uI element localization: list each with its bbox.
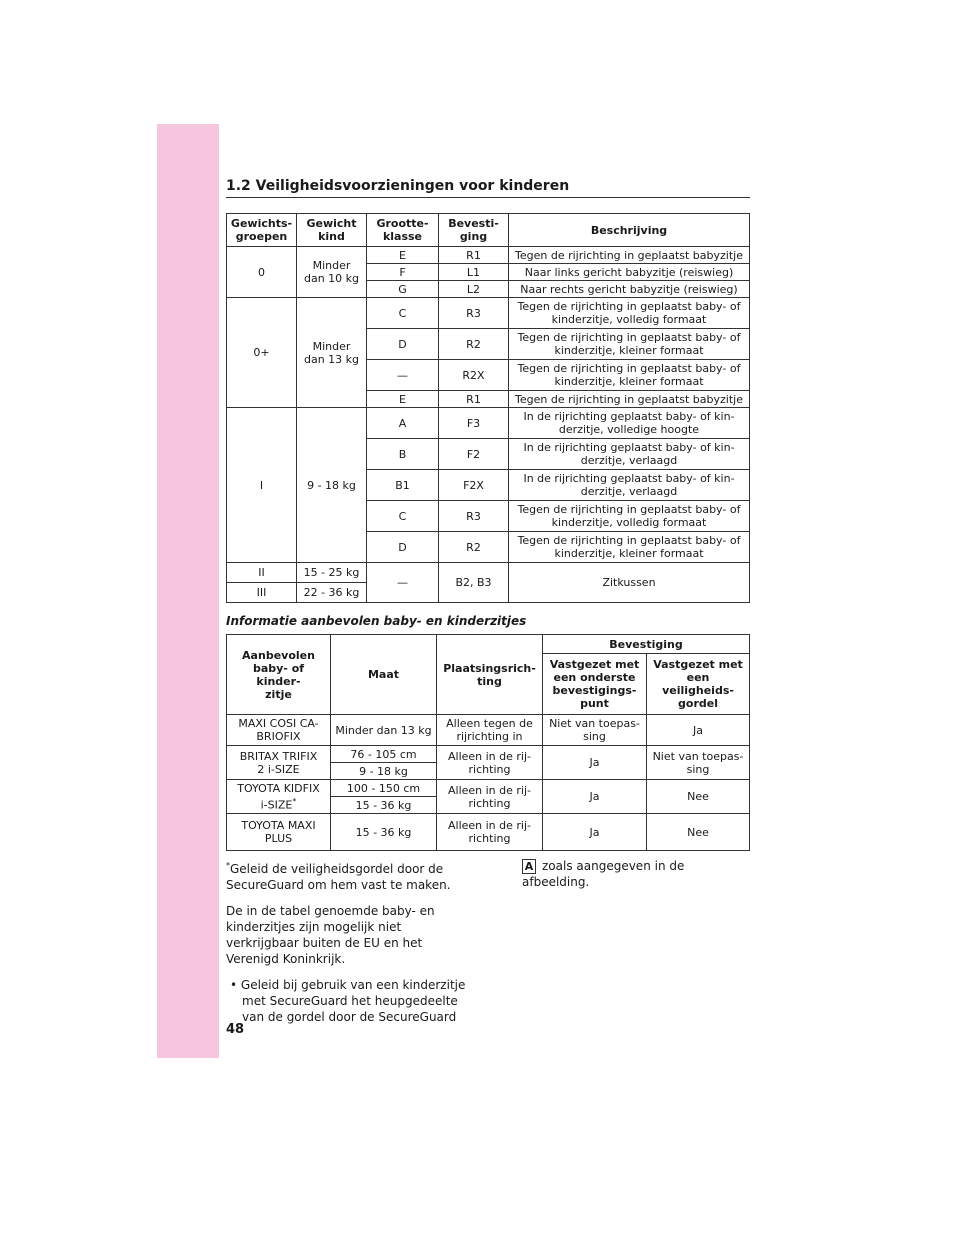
table-cell: Ja — [543, 814, 647, 851]
fixing-type: L1 — [439, 264, 509, 281]
description: In de rijrichting geplaatst baby- of kin- derzitje, verlaagd — [509, 470, 750, 501]
table-row — [227, 298, 750, 329]
table-cell: 9 - 18 kg — [331, 763, 437, 780]
size-class: D — [367, 532, 439, 563]
table-cell: 15 - 36 kg — [331, 797, 437, 814]
table-cell: Ja — [543, 780, 647, 814]
seat-name: TOYOTA KIDFIX i-SIZE — [237, 781, 320, 812]
description: In de rijrichting geplaatst baby- of kin- derzitje, volledige hoogte — [509, 408, 750, 439]
table-cell: Nee — [647, 780, 750, 814]
table-row — [227, 247, 750, 264]
recommended-seats-table — [226, 634, 750, 851]
callout-a-label: A — [522, 859, 536, 874]
fixing-type: R2X — [439, 360, 509, 391]
table-cell: Nee — [647, 814, 750, 851]
child-seat-size-table — [226, 213, 750, 603]
child-weight: 22 - 36 kg — [297, 583, 367, 603]
child-weight: Minder dan 10 kg — [297, 247, 367, 298]
size-class: F — [367, 264, 439, 281]
table-caption: Informatie aanbevolen baby- en kinderzitjes — [226, 614, 527, 628]
column-header: Bevesti- ging — [439, 214, 509, 247]
header-seat: Aanbevolen baby- of kinder- zitje — [227, 635, 331, 715]
table-cell: Alleen in de rij- richting — [437, 746, 543, 780]
description: Tegen de rijrichting in geplaatst baby- of kinderzitje, volledig formaat — [509, 298, 750, 329]
table-cell: Alleen in de rij- richting — [437, 814, 543, 851]
table-cell: Niet van toepas- sing — [543, 715, 647, 746]
fixing-type: R1 — [439, 247, 509, 264]
fixing-type: R1 — [439, 391, 509, 408]
table-cell: 100 - 150 cm — [331, 780, 437, 797]
table-cell: 76 - 105 cm — [331, 746, 437, 763]
table-cell: Alleen tegen de rijrichting in — [437, 715, 543, 746]
size-class: E — [367, 391, 439, 408]
child-weight: 15 - 25 kg — [297, 563, 367, 583]
description: Tegen de rijrichting in geplaatst baby- of kinderzitje, kleiner formaat — [509, 360, 750, 391]
footnote — [226, 858, 476, 893]
fixing-type: L2 — [439, 281, 509, 298]
table-cell: Ja — [543, 746, 647, 780]
page-number: 48 — [226, 1022, 245, 1037]
right-text: zoals aangegeven in de afbeelding. — [522, 859, 685, 889]
description: In de rijrichting geplaatst baby- of kin- derzitje, verlaagd — [509, 439, 750, 470]
size-class: G — [367, 281, 439, 298]
bullet-text: Geleid bij gebruik van een kinderzitje met SecureGuard het heupgedeelte van de gordel door de SecureGuard — [240, 978, 466, 1024]
description: Tegen de rijrichting in geplaatst baby- of kinderzitje, kleiner formaat — [509, 532, 750, 563]
pink-side-tab — [157, 124, 219, 1058]
header-position: Plaatsingsrich- ting — [437, 635, 543, 715]
section-header: 1.2 Veiligheidsvoorzieningen voor kinderen — [226, 178, 750, 198]
table-cell: MAXI COSI CA- BRIOFIX — [227, 715, 331, 746]
right-text-column — [522, 858, 752, 890]
size-class: — — [367, 360, 439, 391]
size-class: C — [367, 501, 439, 532]
description: Tegen de rijrichting in geplaatst babyzitje — [509, 247, 750, 264]
fixing-type: R3 — [439, 501, 509, 532]
weight-group: III — [227, 583, 297, 603]
size-class: — — [367, 563, 439, 603]
table-cell: Niet van toepas- sing — [647, 746, 750, 780]
size-class: A — [367, 408, 439, 439]
header-size: Maat — [331, 635, 437, 715]
table-cell: 15 - 36 kg — [331, 814, 437, 851]
left-text-column — [226, 858, 476, 1035]
table-cell — [227, 780, 331, 814]
child-weight: 9 - 18 kg — [297, 408, 367, 563]
column-header: Gewicht kind — [297, 214, 367, 247]
fixing-type: F3 — [439, 408, 509, 439]
fixing-type: F2 — [439, 439, 509, 470]
table-row — [227, 563, 750, 583]
size-class: D — [367, 329, 439, 360]
footnote-marker: * — [292, 796, 297, 806]
fixing-type: R2 — [439, 532, 509, 563]
size-class: B1 — [367, 470, 439, 501]
fixing-type: F2X — [439, 470, 509, 501]
size-class: E — [367, 247, 439, 264]
description: Tegen de rijrichting in geplaatst babyzitje — [509, 391, 750, 408]
header-fix-lower: Vastgezet met een onderste bevestigings- punt — [543, 654, 647, 715]
child-weight: Minder dan 13 kg — [297, 298, 367, 408]
size-class: C — [367, 298, 439, 329]
footnote-text: Geleid de veiligheidsgordel door de SecureGuard om hem vast te maken. — [226, 862, 451, 892]
paragraph: De in de tabel genoemde baby- en kinderzitjes zijn mogelijk niet verkrijgbaar buiten de EU en het Verenigd Koninkrijk. — [226, 904, 435, 966]
description: Naar rechts gericht babyzitje (reiswieg) — [509, 281, 750, 298]
table-cell: Alleen in de rij- richting — [437, 780, 543, 814]
weight-group: 0 — [227, 247, 297, 298]
fixing-type: B2, B3 — [439, 563, 509, 603]
description: Naar links gericht babyzitje (reiswieg) — [509, 264, 750, 281]
description: Zitkussen — [509, 563, 750, 603]
column-header: Gewichts- groepen — [227, 214, 297, 247]
table-cell: BRITAX TRIFIX 2 i-SIZE — [227, 746, 331, 780]
table-cell: TOYOTA MAXI PLUS — [227, 814, 331, 851]
table-row — [227, 408, 750, 439]
weight-group: I — [227, 408, 297, 563]
header-fixing: Bevestiging — [543, 635, 750, 654]
fixing-type: R2 — [439, 329, 509, 360]
bullet-item: • Geleid bij gebruik van een kinderzitje met SecureGuard het heupgedeelte van de gordel door de SecureGuard — [230, 978, 466, 1024]
header-fix-belt: Vastgezet met een veiligheids- gordel — [647, 654, 750, 715]
table-cell: Ja — [647, 715, 750, 746]
fixing-type: R3 — [439, 298, 509, 329]
column-header: Beschrijving — [509, 214, 750, 247]
column-header: Grootte- klasse — [367, 214, 439, 247]
weight-group: 0+ — [227, 298, 297, 408]
size-class: B — [367, 439, 439, 470]
description: Tegen de rijrichting in geplaatst baby- of kinderzitje, volledig formaat — [509, 501, 750, 532]
table-cell: Minder dan 13 kg — [331, 715, 437, 746]
footnote-star: * — [226, 861, 230, 870]
description: Tegen de rijrichting in geplaatst baby- of kinderzitje, kleiner formaat — [509, 329, 750, 360]
weight-group: II — [227, 563, 297, 583]
